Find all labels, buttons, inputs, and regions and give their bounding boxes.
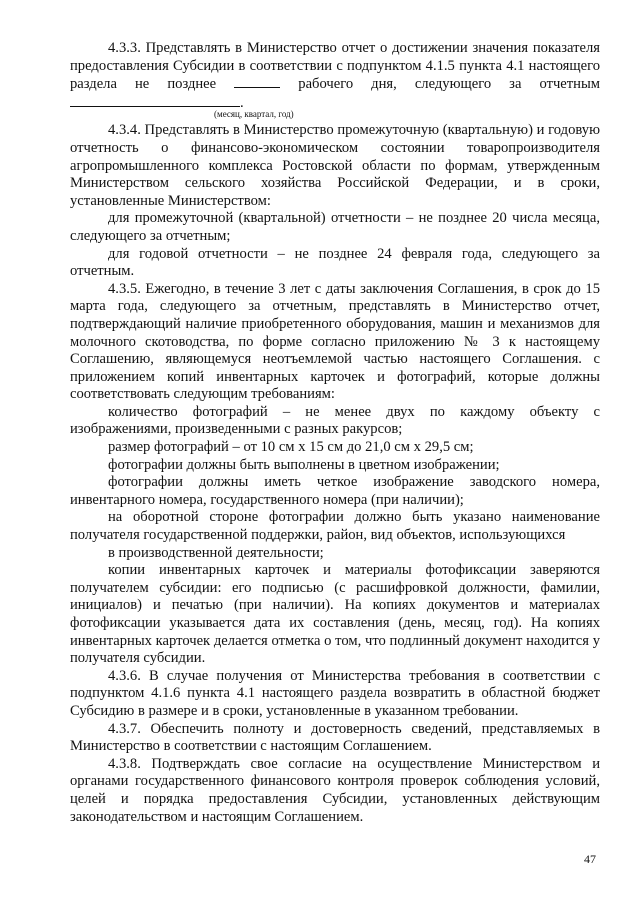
blank-field-days xyxy=(234,75,280,88)
paragraph-4-3-5-item-5: на оборотной стороне фотографии должно быть указано наименование получателя государственной поддержки, район, вид объектов, использующихся xyxy=(70,509,600,544)
paragraph-4-3-5-item-1: количество фотографий – не менее двух по каждому объекту с изображениями, произведенными с разных ракурсов; xyxy=(70,403,600,438)
blank-caption: (месяц, квартал, год) xyxy=(214,109,294,120)
paragraph-4-3-5-item-2: размер фотографий – от 10 см х 15 см до 21,0 см х 29,5 см; xyxy=(108,439,474,456)
paragraph-4-3-5-item-6: в производственной деятельности; xyxy=(108,544,324,561)
document-page xyxy=(70,40,600,826)
paragraph-4-3-6: 4.3.6. В случае получения от Министерства требования в соответствии с подпунктом 4.1.6 пункта 4.1 настоящего раздела возвратить в областной бюджет Субсидию в размере и в сроки, установленные в указанном требовании. xyxy=(70,667,600,719)
paragraph-4-3-5-item-3: фотографии должны быть выполнены в цветном изображении; xyxy=(108,456,500,473)
page-number: 47 xyxy=(584,852,596,866)
paragraph-4-3-3-text-a: 4.3.3. Представлять в Министерство отчет о достижении значения показателя предоставления Субсидии в соответствии с подпунктом 4.1.5 пункта 4.1 настоящего раздела не позднее xyxy=(70,40,600,93)
paragraph-4-3-4-item-2: для годовой отчетности – не позднее 24 февраля года, следующего за отчетным. xyxy=(70,245,600,280)
paragraph-4-3-5-item-7: копии инвентарных карточек и материалы фотофиксации заверяются получателем субсидии: его подписью (с расшифровкой должности, фамилии, инициалов) и печатью (при наличии). На копиях документов и материалах фотофиксации указывается дата их составления (день, месяц, год). На копиях инвентарных карточек делается отметка о том, что подлинный документ находится у получателя субсидии. xyxy=(70,562,600,667)
paragraph-4-3-8: 4.3.8. Подтверждать свое согласие на осуществление Министерством и органами государственного финансового контроля проверок соблюдения условий, целей и порядка предоставления Субсидии, установленных действующим законодательством и настоящим Соглашением. xyxy=(70,755,600,825)
paragraph-4-3-3-text-b: рабочего дня, следующего за отчетным xyxy=(298,76,600,93)
paragraph-4-3-3-text-c: . xyxy=(240,94,244,111)
paragraph-4-3-4: 4.3.4. Представлять в Министерство промежуточную (квартальную) и годовую отчетность о финансово-экономическом состоянии товаропроизводителя агропромышленного комплекса Ростовской области по формам, утвержденным Министерством сельского хозяйства Российской Федерации, и в сроки, установленные Министерством: xyxy=(70,122,600,209)
paragraph-4-3-3 xyxy=(70,40,600,112)
paragraph-4-3-5: 4.3.5. Ежегодно, в течение 3 лет с даты заключения Соглашения, в срок до 15 марта года, следующего за отчетным, представлять в Министерство отчет, подтверждающий наличие приобретенного оборудования, машин и механизмов для молочного скотоводства, по форме согласно приложению № 3 к настоящему Соглашению, являющемуся неотъемлемой частью настоящего Соглашения. с приложением копий инвентарных карточек и фотографий, которые должны соответствовать следующим требованиям: xyxy=(70,280,600,403)
blank-field-period xyxy=(70,94,240,107)
paragraph-4-3-7: 4.3.7. Обеспечить полноту и достоверность сведений, представляемых в Министерство в соответствии с настоящим Соглашением. xyxy=(70,720,600,755)
paragraph-4-3-5-item-4: фотографии должны иметь четкое изображение заводского номера, инвентарного номера, государственного номера (при наличии); xyxy=(70,474,600,508)
paragraph-4-3-4-item-1: для промежуточной (квартальной) отчетности – не позднее 20 числа месяца, следующего за отчетным; xyxy=(70,210,600,244)
